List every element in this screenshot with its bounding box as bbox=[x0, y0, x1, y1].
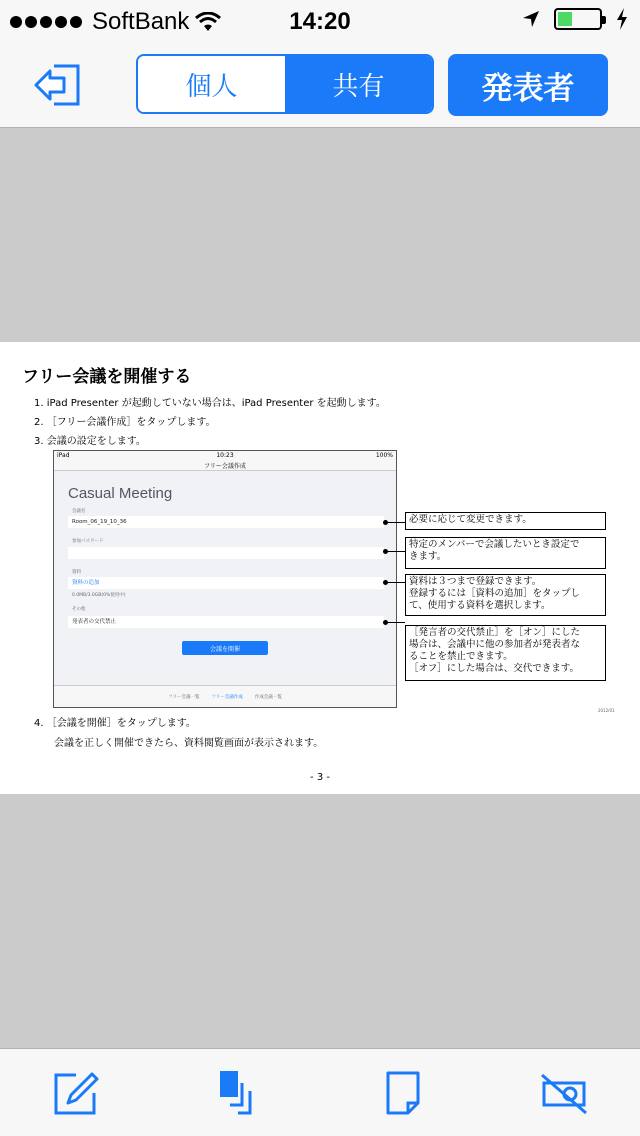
connector-line bbox=[385, 582, 405, 583]
version-note: 2012/01 bbox=[598, 708, 615, 713]
shot-label-name: 会議名 bbox=[72, 509, 86, 514]
page-number: - 3 - bbox=[310, 772, 330, 783]
embedded-screenshot bbox=[53, 450, 397, 708]
shot-heading: Casual Meeting bbox=[68, 485, 173, 502]
callout-room-name bbox=[405, 512, 606, 530]
shot-add-doc-row: 資料の追加 bbox=[68, 577, 384, 589]
shot-label-other: その他 bbox=[72, 607, 86, 612]
shot-room-field: Room_06_19_10_36 bbox=[68, 516, 384, 528]
shot-label-password: 参加パスワード bbox=[72, 539, 104, 544]
callout-password bbox=[405, 537, 606, 569]
location-arrow-icon bbox=[522, 10, 540, 28]
shot-status-time: 10:23 bbox=[216, 452, 234, 459]
document-page[interactable] bbox=[0, 342, 640, 794]
status-time: 14:20 bbox=[289, 8, 351, 35]
exit-icon bbox=[30, 60, 86, 110]
shot-label-docs: 資料 bbox=[72, 570, 81, 575]
page-heading: フリー会議を開催する bbox=[22, 367, 192, 387]
callout-text: 特定のメンバーで会議したいとき設定で bbox=[409, 539, 580, 550]
shot-tab-3: 作成会議一覧 bbox=[254, 694, 282, 700]
shot-tab-2: フリー会議作成 bbox=[211, 694, 243, 700]
shot-open-button: 会議を開催 bbox=[182, 641, 268, 655]
callout-text: ［オフ］にした場合は、交代できます。 bbox=[409, 663, 579, 674]
shot-status-right: 100% bbox=[375, 452, 393, 459]
callout-text: ることを禁止できます。 bbox=[409, 651, 513, 662]
shot-tab-1: フリー会議一覧 bbox=[168, 694, 200, 700]
callout-text: て、使用する資料を選択します。 bbox=[409, 600, 551, 611]
callout-text: ［発言者の交代禁止］を［オン］にした bbox=[409, 627, 581, 638]
connector-line bbox=[385, 622, 405, 623]
presenter-button[interactable]: 発表者 bbox=[448, 54, 608, 116]
callout-text: 場合は、会議中に他の参加者が発表者な bbox=[409, 639, 581, 650]
step-4: 4. ［会議を開催］をタップします。 bbox=[34, 718, 196, 729]
scope-segmented-control bbox=[136, 54, 434, 114]
step-2: 2. ［フリー会議作成］をタップします。 bbox=[34, 417, 216, 428]
connector-line bbox=[385, 522, 405, 523]
shot-status-left: iPad bbox=[57, 452, 70, 459]
charging-bolt-icon bbox=[616, 8, 628, 30]
step-4-note: 会議を正しく開催できたら、資料閲覧画面が表示されます。 bbox=[54, 738, 324, 749]
projector-off-icon bbox=[538, 1067, 590, 1119]
callout-text: 登録するには［資料の追加］をタップし bbox=[409, 588, 581, 599]
segment-personal[interactable]: 個人 bbox=[138, 56, 285, 112]
navigation-bar bbox=[0, 40, 640, 128]
shot-password-field bbox=[68, 547, 384, 559]
copy-pages-icon bbox=[212, 1067, 264, 1119]
callout-presenter-lock bbox=[405, 625, 606, 681]
pencil-edit-icon bbox=[50, 1067, 102, 1119]
segment-shared[interactable]: 共有 bbox=[285, 56, 432, 112]
annotate-button[interactable] bbox=[50, 1067, 102, 1119]
blank-page-icon bbox=[378, 1067, 430, 1119]
shot-tabbar bbox=[54, 685, 396, 707]
status-bar bbox=[0, 0, 640, 40]
copy-pages-button[interactable] bbox=[212, 1067, 264, 1119]
carrier-name: SoftBank bbox=[92, 8, 190, 35]
bottom-toolbar bbox=[0, 1048, 640, 1136]
callout-text: 資料は３つまで登録できます。 bbox=[409, 576, 542, 587]
exit-button[interactable] bbox=[30, 60, 86, 110]
callout-text: 必要に応じて変更できます。 bbox=[409, 514, 532, 525]
shot-no-change-row: 発表者の交代禁止 bbox=[68, 616, 384, 628]
connector-line bbox=[385, 551, 405, 552]
projector-off-button[interactable] bbox=[538, 1067, 590, 1119]
battery-icon bbox=[554, 8, 602, 30]
shot-title: フリー会議作成 bbox=[204, 463, 246, 470]
step-1: 1. iPad Presenter が起動していない場合は、iPad Presenter を起動します。 bbox=[34, 398, 386, 409]
shot-storage: 0.0MB/3.0GB(0%使用中) bbox=[72, 593, 126, 598]
blank-page-button[interactable] bbox=[378, 1067, 430, 1119]
callout-documents bbox=[405, 574, 606, 616]
step-3: 3. 会議の設定をします。 bbox=[34, 436, 146, 447]
shot-navbar bbox=[54, 451, 396, 471]
callout-text: きます。 bbox=[409, 551, 447, 562]
